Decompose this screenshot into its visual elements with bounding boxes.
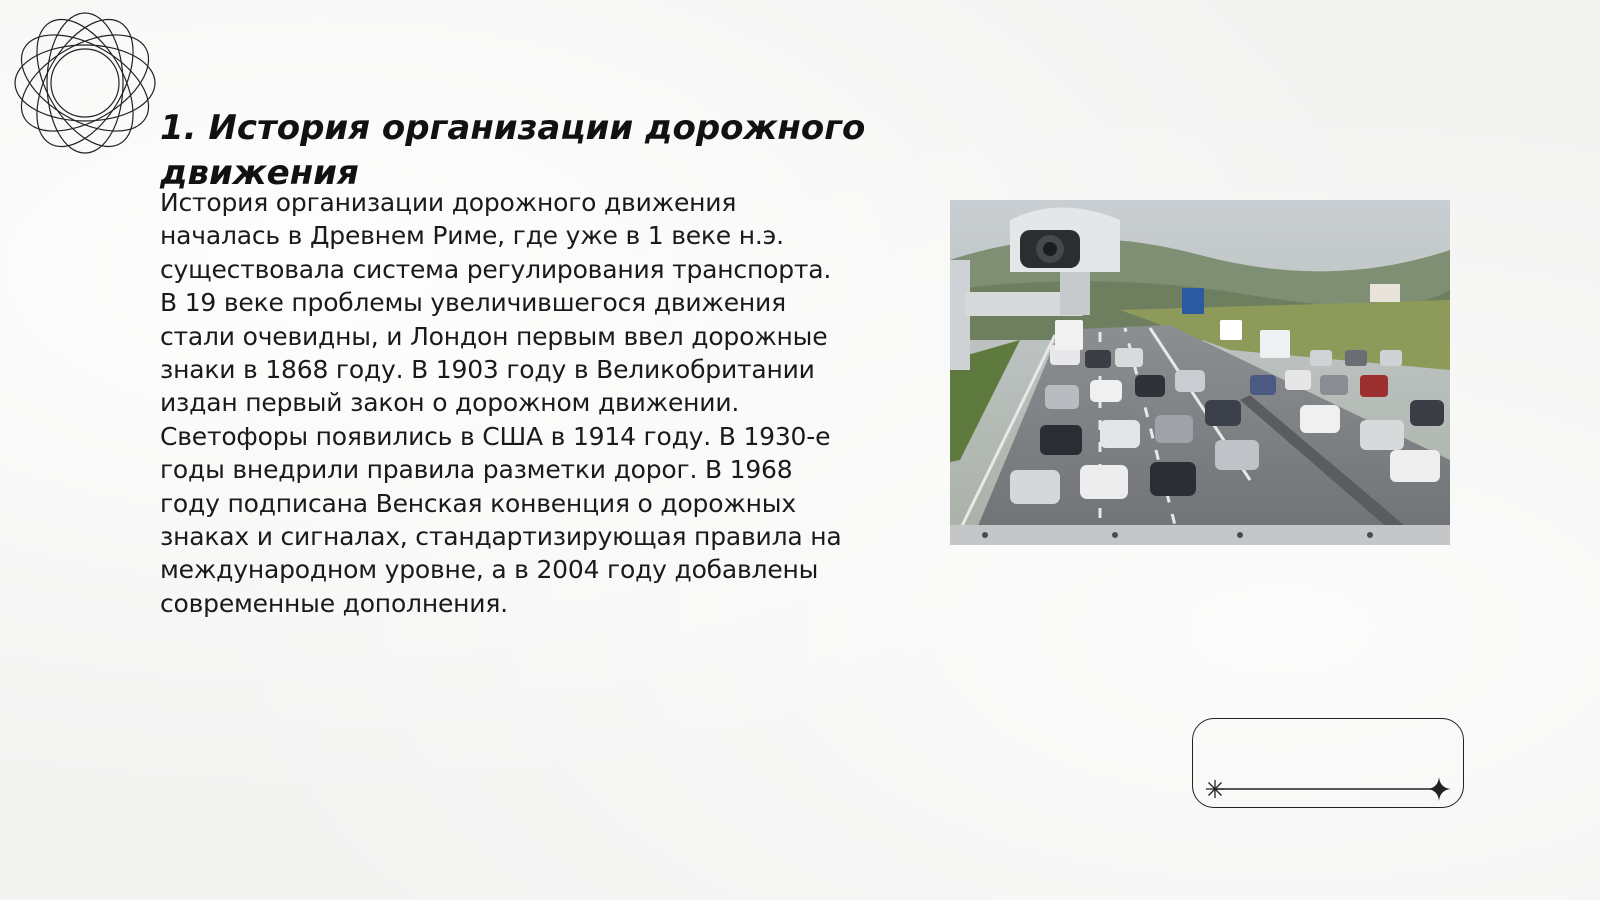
traffic-photo [950, 200, 1450, 545]
decorative-box [1192, 718, 1464, 808]
star-line-icon [1193, 719, 1465, 809]
circles-ornament-icon [10, 8, 160, 158]
slide-body-text: История организации дорожного движения началась в Древнем Риме, где уже в 1 веке н.э. существовала система регулирования транспорта. В 19 веке проблемы увеличившегося движения стали очевидны, и Лондон первым ввел дорожные знаки в 1868 году. В 1903 году в Великобритании издан первый закон о дорожном движении. Светофоры появились в США в 1914 году. В 1930-е годы внедрили правила разметки дорог. В 1968 году подписана Венская конвенция о дорожных знаках и сигналах, стандартизирующая правила на международном уровне, а в 2004 году добавлены современные дополнения. [160, 188, 842, 618]
slide-title: 1. История организации дорожного движения [160, 108, 866, 193]
